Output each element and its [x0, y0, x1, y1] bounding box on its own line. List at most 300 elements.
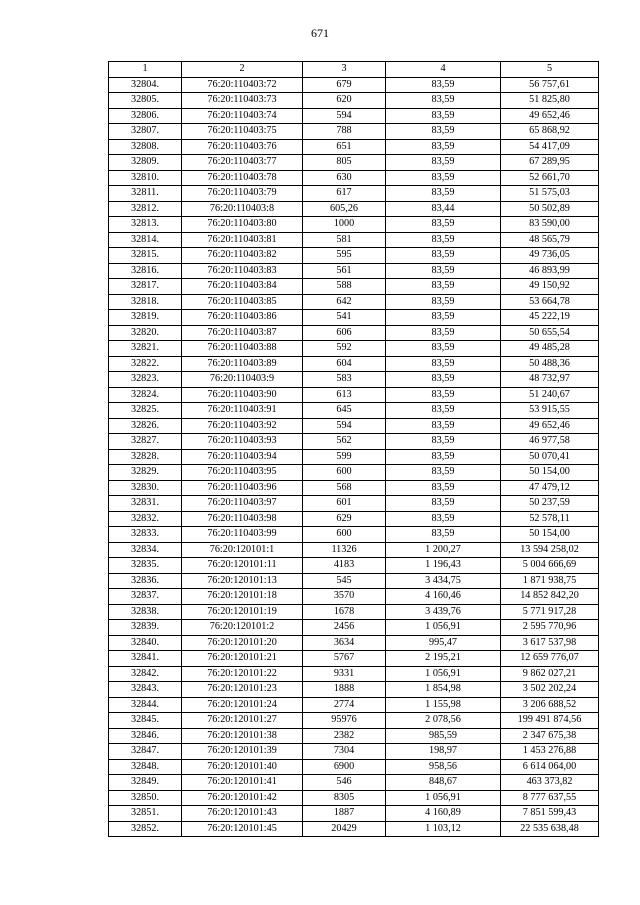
unit-value-cell: 83,59	[386, 387, 501, 403]
unit-value-cell: 83,59	[386, 449, 501, 465]
table-row	[109, 356, 599, 372]
cadastral-number-cell: 76:20:110403:76	[182, 139, 303, 155]
cadastral-number-cell: 76:20:110403:90	[182, 387, 303, 403]
row-number-cell: 32814.	[109, 232, 182, 248]
unit-value-cell: 83,59	[386, 341, 501, 357]
row-number-cell: 32824.	[109, 387, 182, 403]
area-cell: 679	[303, 77, 386, 93]
cadastral-number-cell: 76:20:110403:97	[182, 496, 303, 512]
row-number-cell: 32808.	[109, 139, 182, 155]
row-number-cell: 32840.	[109, 635, 182, 651]
table-row	[109, 697, 599, 713]
column-number-1: 1	[109, 62, 182, 78]
area-cell: 645	[303, 403, 386, 419]
area-cell: 642	[303, 294, 386, 310]
unit-value-cell: 83,59	[386, 372, 501, 388]
table-row	[109, 666, 599, 682]
area-cell: 601	[303, 496, 386, 512]
unit-value-cell: 83,59	[386, 217, 501, 233]
unit-value-cell: 83,59	[386, 124, 501, 140]
row-number-cell: 32839.	[109, 620, 182, 636]
unit-value-cell: 1 103,12	[386, 821, 501, 837]
row-number-cell: 32813.	[109, 217, 182, 233]
unit-value-cell: 83,59	[386, 170, 501, 186]
table-row	[109, 620, 599, 636]
cadastral-value-cell: 49 150,92	[501, 279, 599, 295]
row-number-cell: 32828.	[109, 449, 182, 465]
cadastral-value-cell: 53 915,55	[501, 403, 599, 419]
unit-value-cell: 958,56	[386, 759, 501, 775]
cadastral-value-cell: 49 652,46	[501, 418, 599, 434]
area-cell: 8305	[303, 790, 386, 806]
column-number-5: 5	[501, 62, 599, 78]
area-cell: 588	[303, 279, 386, 295]
row-number-cell: 32837.	[109, 589, 182, 605]
cadastral-value-cell: 50 502,89	[501, 201, 599, 217]
table-row	[109, 573, 599, 589]
row-number-cell: 32806.	[109, 108, 182, 124]
cadastral-value-cell: 14 852 842,20	[501, 589, 599, 605]
unit-value-cell: 83,59	[386, 77, 501, 93]
cadastral-value-cell: 53 664,78	[501, 294, 599, 310]
cadastral-value-cell: 51 825,80	[501, 93, 599, 109]
unit-value-cell: 83,59	[386, 248, 501, 264]
unit-value-cell: 83,59	[386, 418, 501, 434]
row-number-cell: 32825.	[109, 403, 182, 419]
cadastral-number-cell: 76:20:110403:80	[182, 217, 303, 233]
cadastral-value-cell: 50 070,41	[501, 449, 599, 465]
table-row	[109, 418, 599, 434]
area-cell: 561	[303, 263, 386, 279]
cadastral-number-cell: 76:20:120101:11	[182, 558, 303, 574]
cadastral-value-cell: 56 757,61	[501, 77, 599, 93]
table-row	[109, 232, 599, 248]
table-row	[109, 372, 599, 388]
table-row	[109, 496, 599, 512]
area-cell: 2382	[303, 728, 386, 744]
row-number-cell: 32818.	[109, 294, 182, 310]
area-cell: 594	[303, 108, 386, 124]
cadastral-number-cell: 76:20:110403:92	[182, 418, 303, 434]
row-number-cell: 32832.	[109, 511, 182, 527]
unit-value-cell: 1 854,98	[386, 682, 501, 698]
row-number-cell: 32846.	[109, 728, 182, 744]
area-cell: 541	[303, 310, 386, 326]
table-row	[109, 542, 599, 558]
cadastral-value-cell: 1 453 276,88	[501, 744, 599, 760]
row-number-cell: 32821.	[109, 341, 182, 357]
unit-value-cell: 83,59	[386, 232, 501, 248]
cadastral-number-cell: 76:20:120101:18	[182, 589, 303, 605]
row-number-cell: 32847.	[109, 744, 182, 760]
table-row	[109, 341, 599, 357]
table-row	[109, 279, 599, 295]
row-number-cell: 32822.	[109, 356, 182, 372]
area-cell: 805	[303, 155, 386, 171]
row-number-cell: 32810.	[109, 170, 182, 186]
cadastral-value-cell: 7 851 599,43	[501, 806, 599, 822]
table-body	[109, 62, 599, 837]
cadastral-value-cell: 5 004 666,69	[501, 558, 599, 574]
area-cell: 592	[303, 341, 386, 357]
cadastral-number-cell: 76:20:110403:99	[182, 527, 303, 543]
table-row	[109, 465, 599, 481]
unit-value-cell: 1 056,91	[386, 666, 501, 682]
cadastral-value-cell: 46 893,99	[501, 263, 599, 279]
cadastral-value-cell: 8 777 637,55	[501, 790, 599, 806]
row-number-cell: 32820.	[109, 325, 182, 341]
table-row	[109, 682, 599, 698]
column-number-3: 3	[303, 62, 386, 78]
unit-value-cell: 1 200,27	[386, 542, 501, 558]
cadastral-value-cell: 2 347 675,38	[501, 728, 599, 744]
row-number-cell: 32852.	[109, 821, 182, 837]
row-number-cell: 32826.	[109, 418, 182, 434]
row-number-cell: 32823.	[109, 372, 182, 388]
cadastral-value-cell: 22 535 638,48	[501, 821, 599, 837]
cadastral-value-cell: 67 289,95	[501, 155, 599, 171]
area-cell: 651	[303, 139, 386, 155]
area-cell: 2456	[303, 620, 386, 636]
area-cell: 600	[303, 527, 386, 543]
cadastral-value-cell: 3 617 537,98	[501, 635, 599, 651]
cadastral-value-cell: 50 237,59	[501, 496, 599, 512]
area-cell: 630	[303, 170, 386, 186]
cadastral-number-cell: 76:20:120101:23	[182, 682, 303, 698]
table-row	[109, 651, 599, 667]
cadastral-value-cell: 9 862 027,21	[501, 666, 599, 682]
cadastral-value-cell: 46 977,58	[501, 434, 599, 450]
table-row	[109, 310, 599, 326]
column-number-4: 4	[386, 62, 501, 78]
cadastral-value-cell: 50 154,00	[501, 465, 599, 481]
unit-value-cell: 83,59	[386, 527, 501, 543]
row-number-cell: 32817.	[109, 279, 182, 295]
cadastral-number-cell: 76:20:120101:43	[182, 806, 303, 822]
table-row	[109, 434, 599, 450]
unit-value-cell: 83,59	[386, 325, 501, 341]
row-number-cell: 32804.	[109, 77, 182, 93]
cadastral-value-cell: 13 594 258,02	[501, 542, 599, 558]
column-number-row	[109, 62, 599, 78]
unit-value-cell: 995,47	[386, 635, 501, 651]
table-row	[109, 387, 599, 403]
table-row	[109, 728, 599, 744]
cadastral-value-cell: 83 590,00	[501, 217, 599, 233]
area-cell: 7304	[303, 744, 386, 760]
unit-value-cell: 83,59	[386, 480, 501, 496]
cadastral-value-cell: 49 485,28	[501, 341, 599, 357]
row-number-cell: 32845.	[109, 713, 182, 729]
unit-value-cell: 83,59	[386, 403, 501, 419]
cadastral-number-cell: 76:20:110403:98	[182, 511, 303, 527]
cadastral-number-cell: 76:20:120101:1	[182, 542, 303, 558]
table-row	[109, 93, 599, 109]
row-number-cell: 32831.	[109, 496, 182, 512]
cadastral-number-cell: 76:20:110403:95	[182, 465, 303, 481]
cadastral-number-cell: 76:20:110403:83	[182, 263, 303, 279]
row-number-cell: 32851.	[109, 806, 182, 822]
row-number-cell: 32827.	[109, 434, 182, 450]
cadastral-value-cell: 51 240,67	[501, 387, 599, 403]
unit-value-cell: 3 439,76	[386, 604, 501, 620]
area-cell: 620	[303, 93, 386, 109]
page-number: 671	[311, 26, 329, 40]
table-row	[109, 527, 599, 543]
unit-value-cell: 83,59	[386, 356, 501, 372]
row-number-cell: 32811.	[109, 186, 182, 202]
area-cell: 568	[303, 480, 386, 496]
cadastral-number-cell: 76:20:110403:84	[182, 279, 303, 295]
cadastral-value-cell: 65 868,92	[501, 124, 599, 140]
cadastral-number-cell: 76:20:120101:40	[182, 759, 303, 775]
cadastral-value-cell: 50 488,36	[501, 356, 599, 372]
cadastral-value-cell: 52 661,70	[501, 170, 599, 186]
cadastral-value-cell: 47 479,12	[501, 480, 599, 496]
unit-value-cell: 985,59	[386, 728, 501, 744]
cadastral-number-cell: 76:20:110403:87	[182, 325, 303, 341]
row-number-cell: 32816.	[109, 263, 182, 279]
table-row	[109, 217, 599, 233]
cadastral-value-cell: 50 154,00	[501, 527, 599, 543]
table-row	[109, 294, 599, 310]
unit-value-cell: 3 434,75	[386, 573, 501, 589]
unit-value-cell: 83,59	[386, 263, 501, 279]
table-row	[109, 480, 599, 496]
area-cell: 583	[303, 372, 386, 388]
unit-value-cell: 2 195,21	[386, 651, 501, 667]
cadastral-value-cell: 2 595 770,96	[501, 620, 599, 636]
cadastral-number-cell: 76:20:110403:88	[182, 341, 303, 357]
column-number-2: 2	[182, 62, 303, 78]
cadastral-number-cell: 76:20:110403:91	[182, 403, 303, 419]
cadastral-value-cell: 1 871 938,75	[501, 573, 599, 589]
area-cell: 613	[303, 387, 386, 403]
table-row	[109, 604, 599, 620]
cadastral-value-cell: 49 652,46	[501, 108, 599, 124]
row-number-cell: 32838.	[109, 604, 182, 620]
table-row	[109, 713, 599, 729]
cadastral-value-cell: 48 565,79	[501, 232, 599, 248]
cadastral-number-cell: 76:20:120101:39	[182, 744, 303, 760]
area-cell: 5767	[303, 651, 386, 667]
cadastral-number-cell: 76:20:110403:77	[182, 155, 303, 171]
cadastral-number-cell: 76:20:120101:2	[182, 620, 303, 636]
unit-value-cell: 83,59	[386, 108, 501, 124]
cadastral-number-cell: 76:20:120101:38	[182, 728, 303, 744]
unit-value-cell: 1 155,98	[386, 697, 501, 713]
unit-value-cell: 83,59	[386, 139, 501, 155]
area-cell: 1887	[303, 806, 386, 822]
cadastral-number-cell: 76:20:110403:82	[182, 248, 303, 264]
area-cell: 3570	[303, 589, 386, 605]
unit-value-cell: 198,97	[386, 744, 501, 760]
cadastral-number-cell: 76:20:120101:45	[182, 821, 303, 837]
area-cell: 20429	[303, 821, 386, 837]
area-cell: 581	[303, 232, 386, 248]
table-row	[109, 124, 599, 140]
area-cell: 3634	[303, 635, 386, 651]
row-number-cell: 32805.	[109, 93, 182, 109]
table-row	[109, 744, 599, 760]
row-number-cell: 32807.	[109, 124, 182, 140]
row-number-cell: 32809.	[109, 155, 182, 171]
table-row	[109, 635, 599, 651]
cadastral-number-cell: 76:20:110403:79	[182, 186, 303, 202]
cadastral-number-cell: 76:20:110403:9	[182, 372, 303, 388]
table-row	[109, 155, 599, 171]
unit-value-cell: 83,59	[386, 496, 501, 512]
table-row	[109, 186, 599, 202]
unit-value-cell: 4 160,46	[386, 589, 501, 605]
unit-value-cell: 83,59	[386, 155, 501, 171]
table-row	[109, 759, 599, 775]
row-number-cell: 32834.	[109, 542, 182, 558]
row-number-cell: 32819.	[109, 310, 182, 326]
area-cell: 9331	[303, 666, 386, 682]
area-cell: 2774	[303, 697, 386, 713]
cadastral-number-cell: 76:20:110403:8	[182, 201, 303, 217]
unit-value-cell: 83,59	[386, 279, 501, 295]
area-cell: 605,26	[303, 201, 386, 217]
table-row	[109, 821, 599, 837]
cadastral-number-cell: 76:20:120101:20	[182, 635, 303, 651]
row-number-cell: 32829.	[109, 465, 182, 481]
area-cell: 6900	[303, 759, 386, 775]
table-row	[109, 449, 599, 465]
unit-value-cell: 83,59	[386, 434, 501, 450]
unit-value-cell: 83,59	[386, 93, 501, 109]
cadastral-value-cell: 5 771 917,28	[501, 604, 599, 620]
cadastral-number-cell: 76:20:110403:75	[182, 124, 303, 140]
unit-value-cell: 1 056,91	[386, 620, 501, 636]
row-number-cell: 32844.	[109, 697, 182, 713]
table-row	[109, 806, 599, 822]
table-row	[109, 170, 599, 186]
cadastral-number-cell: 76:20:110403:78	[182, 170, 303, 186]
cadastral-number-cell: 76:20:110403:72	[182, 77, 303, 93]
row-number-cell: 32849.	[109, 775, 182, 791]
area-cell: 1678	[303, 604, 386, 620]
cadastral-number-cell: 76:20:110403:89	[182, 356, 303, 372]
table-row	[109, 558, 599, 574]
row-number-cell: 32835.	[109, 558, 182, 574]
area-cell: 95976	[303, 713, 386, 729]
table-row	[109, 77, 599, 93]
cadastral-number-cell: 76:20:110403:81	[182, 232, 303, 248]
table-row	[109, 511, 599, 527]
cadastral-value-cell: 463 373,82	[501, 775, 599, 791]
table-row	[109, 403, 599, 419]
row-number-cell: 32848.	[109, 759, 182, 775]
cadastral-number-cell: 76:20:120101:27	[182, 713, 303, 729]
area-cell: 1000	[303, 217, 386, 233]
cadastral-value-table	[108, 61, 599, 837]
unit-value-cell: 83,59	[386, 511, 501, 527]
area-cell: 606	[303, 325, 386, 341]
unit-value-cell: 83,44	[386, 201, 501, 217]
row-number-cell: 32841.	[109, 651, 182, 667]
cadastral-value-cell: 45 222,19	[501, 310, 599, 326]
table-row	[109, 589, 599, 605]
row-number-cell: 32843.	[109, 682, 182, 698]
cadastral-value-cell: 49 736,05	[501, 248, 599, 264]
cadastral-value-cell: 12 659 776,07	[501, 651, 599, 667]
row-number-cell: 32833.	[109, 527, 182, 543]
cadastral-number-cell: 76:20:120101:42	[182, 790, 303, 806]
cadastral-value-cell: 3 206 688,52	[501, 697, 599, 713]
cadastral-number-cell: 76:20:120101:22	[182, 666, 303, 682]
cadastral-value-cell: 50 655,54	[501, 325, 599, 341]
cadastral-value-cell: 199 491 874,56	[501, 713, 599, 729]
cadastral-number-cell: 76:20:120101:19	[182, 604, 303, 620]
row-number-cell: 32836.	[109, 573, 182, 589]
table-row	[109, 790, 599, 806]
cadastral-value-cell: 51 575,03	[501, 186, 599, 202]
row-number-cell: 32815.	[109, 248, 182, 264]
cadastral-number-cell: 76:20:110403:85	[182, 294, 303, 310]
cadastral-value-cell: 3 502 202,24	[501, 682, 599, 698]
unit-value-cell: 1 196,43	[386, 558, 501, 574]
area-cell: 600	[303, 465, 386, 481]
area-cell: 629	[303, 511, 386, 527]
area-cell: 599	[303, 449, 386, 465]
area-cell: 545	[303, 573, 386, 589]
table-row	[109, 139, 599, 155]
cadastral-number-cell: 76:20:120101:21	[182, 651, 303, 667]
cadastral-number-cell: 76:20:110403:93	[182, 434, 303, 450]
row-number-cell: 32850.	[109, 790, 182, 806]
cadastral-number-cell: 76:20:110403:96	[182, 480, 303, 496]
area-cell: 11326	[303, 542, 386, 558]
area-cell: 546	[303, 775, 386, 791]
cadastral-number-cell: 76:20:120101:24	[182, 697, 303, 713]
row-number-cell: 32812.	[109, 201, 182, 217]
cadastral-number-cell: 76:20:110403:86	[182, 310, 303, 326]
cadastral-number-cell: 76:20:120101:41	[182, 775, 303, 791]
unit-value-cell: 83,59	[386, 294, 501, 310]
unit-value-cell: 1 056,91	[386, 790, 501, 806]
cadastral-number-cell: 76:20:110403:73	[182, 93, 303, 109]
table-row	[109, 325, 599, 341]
cadastral-number-cell: 76:20:110403:94	[182, 449, 303, 465]
table-row	[109, 201, 599, 217]
cadastral-value-cell: 54 417,09	[501, 139, 599, 155]
table-row	[109, 263, 599, 279]
unit-value-cell: 2 078,56	[386, 713, 501, 729]
row-number-cell: 32842.	[109, 666, 182, 682]
table-row	[109, 248, 599, 264]
unit-value-cell: 848,67	[386, 775, 501, 791]
cadastral-value-cell: 52 578,11	[501, 511, 599, 527]
area-cell: 617	[303, 186, 386, 202]
table-row	[109, 108, 599, 124]
unit-value-cell: 83,59	[386, 310, 501, 326]
cadastral-value-cell: 48 732,97	[501, 372, 599, 388]
area-cell: 595	[303, 248, 386, 264]
area-cell: 788	[303, 124, 386, 140]
table-row	[109, 775, 599, 791]
cadastral-value-cell: 6 614 064,00	[501, 759, 599, 775]
area-cell: 1888	[303, 682, 386, 698]
unit-value-cell: 83,59	[386, 186, 501, 202]
area-cell: 594	[303, 418, 386, 434]
row-number-cell: 32830.	[109, 480, 182, 496]
area-cell: 4183	[303, 558, 386, 574]
area-cell: 562	[303, 434, 386, 450]
cadastral-number-cell: 76:20:120101:13	[182, 573, 303, 589]
cadastral-number-cell: 76:20:110403:74	[182, 108, 303, 124]
